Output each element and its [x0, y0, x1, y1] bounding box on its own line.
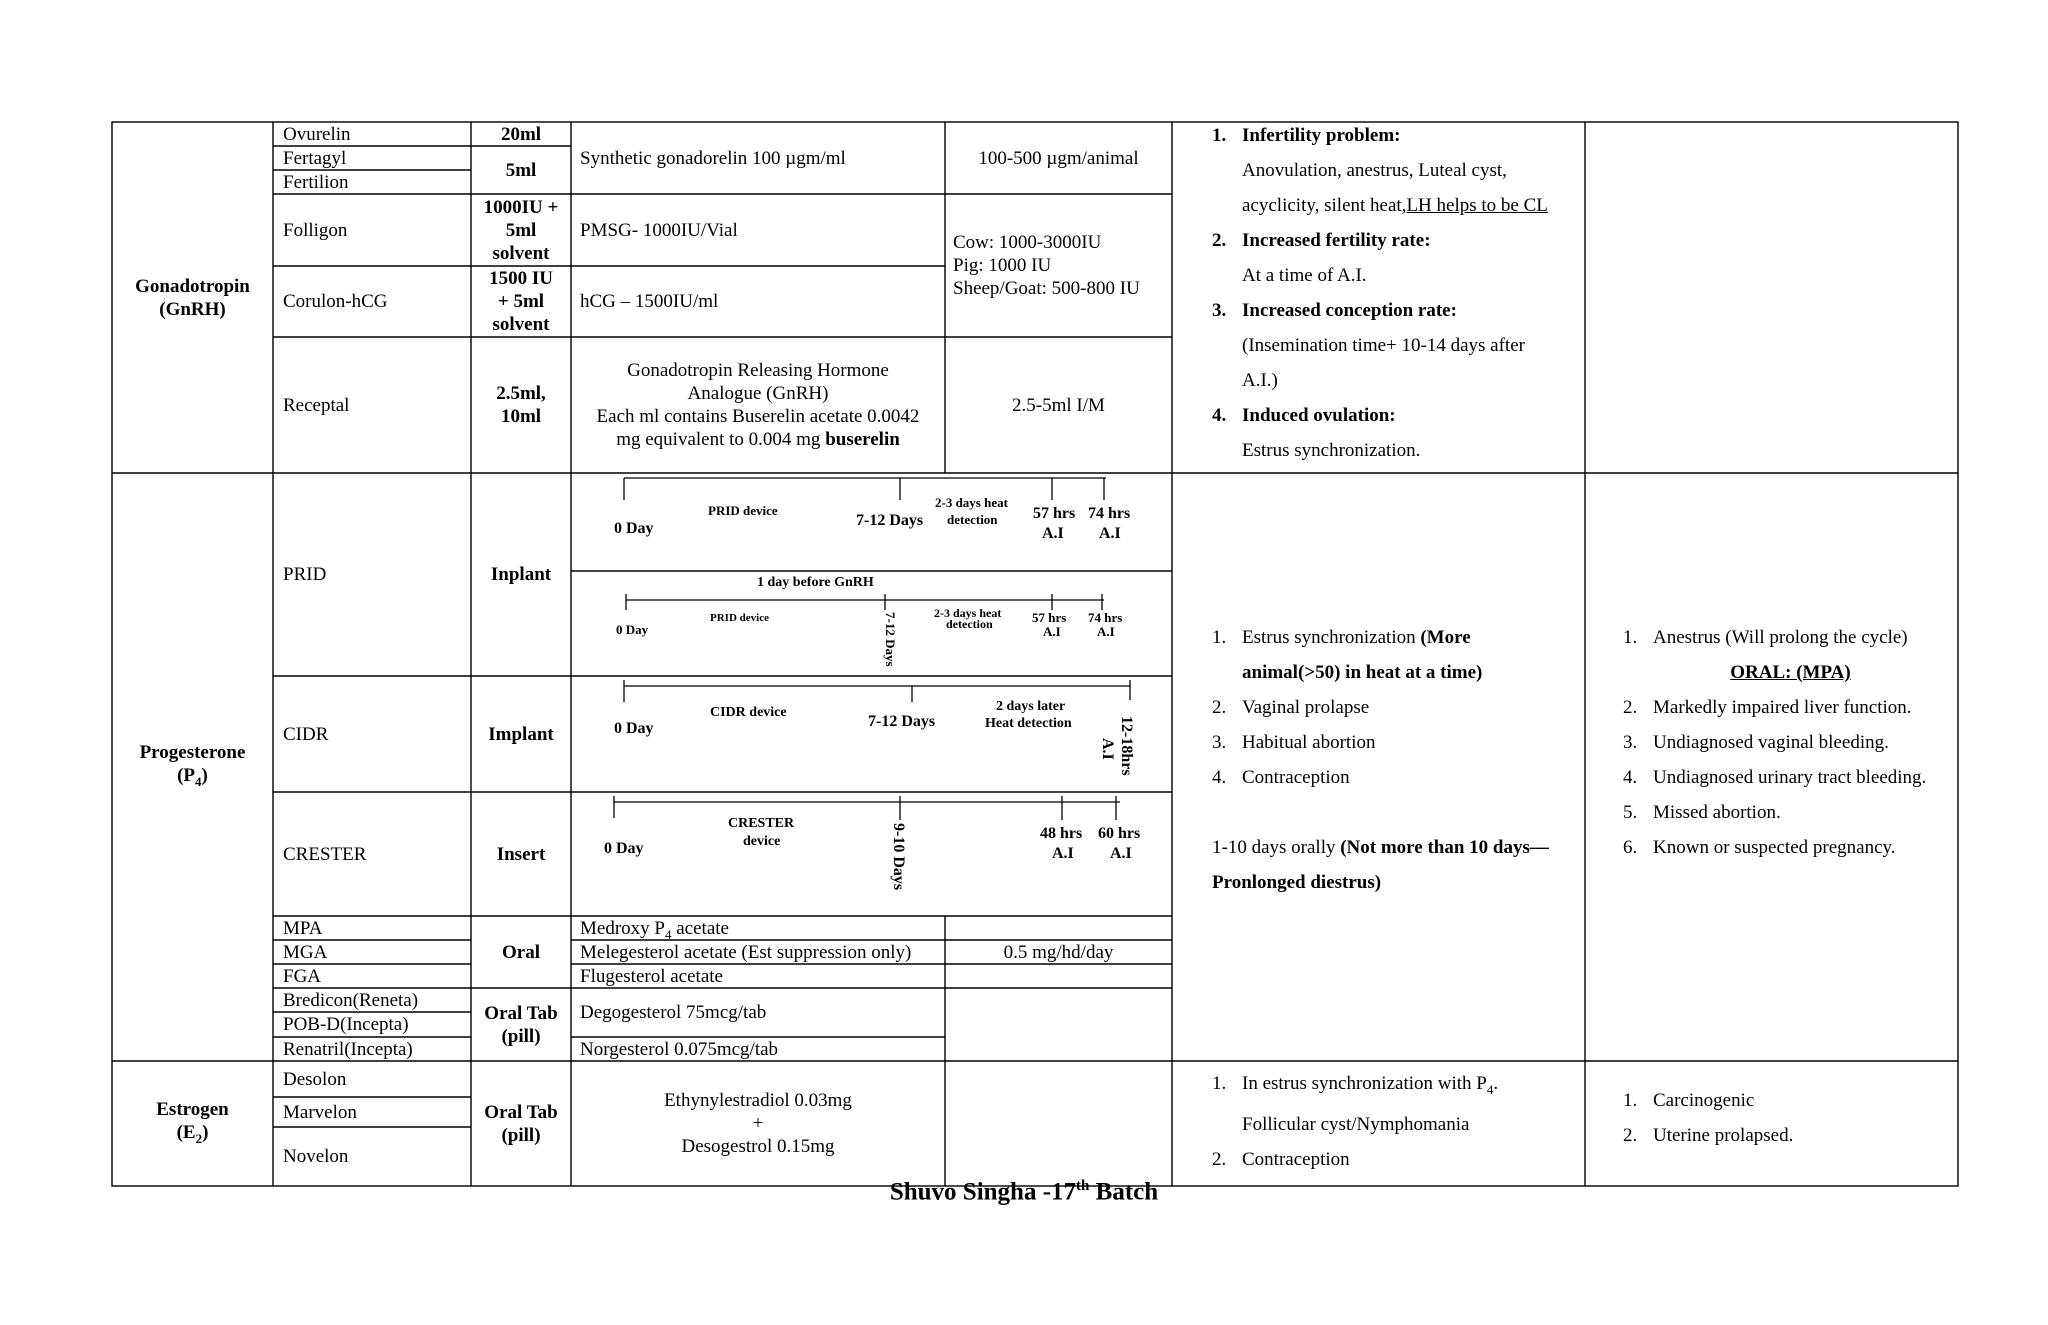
list-number: 6. [1623, 837, 1638, 858]
diagram-label: 1 day before GnRH [757, 575, 874, 590]
estrogen-label: Estrogen [156, 1098, 229, 1120]
diagram-label: CRESTER [728, 816, 795, 831]
list-text: Undiagnosed vaginal bleeding. [1653, 732, 1889, 753]
drug-name: Marvelon [283, 1101, 357, 1123]
comp-text: acetate [671, 918, 729, 939]
comp-line: Ethynylestradiol 0.03mg [664, 1090, 852, 1111]
diagram-label: 9-10 Days [890, 823, 907, 891]
label-text: ) [202, 1121, 209, 1143]
list-text: (Insemination time+ 10-14 days after [1242, 335, 1525, 356]
list-item [1212, 1066, 1582, 1107]
list-item [1212, 725, 1582, 760]
diagram-label: 0 Day [614, 520, 654, 537]
comp-line: Analogue (GnRH) [687, 383, 829, 404]
drug-name: Folligon [283, 219, 348, 241]
list-text: Missed abortion. [1653, 802, 1781, 823]
drug-name: MGA [283, 942, 328, 963]
drug-rate: 100-500 µgm/animal [978, 147, 1139, 169]
drug-composition: PMSG- 1000IU/Vial [580, 219, 738, 241]
label-text: ) [201, 765, 208, 787]
diagram-label: 2-3 days heat [934, 606, 1002, 620]
drug-dose: 20ml [500, 124, 542, 145]
estrogen-uses-list [1212, 1066, 1582, 1177]
rate-line: Sheep/Goat: 500-800 IU [953, 278, 1140, 299]
dose-line: 2.5ml, [496, 383, 546, 404]
list-item [1623, 1118, 1958, 1153]
drug-form [471, 1061, 571, 1186]
list-number: 4. [1212, 767, 1227, 788]
estrogen-group-label [112, 1061, 273, 1186]
comp-bold: buserelin [825, 429, 900, 450]
drug-name: Fertilion [283, 172, 349, 193]
list-item [1623, 760, 1958, 795]
drug-name: POB-D(Incepta) [283, 1014, 409, 1035]
rate-line: Pig: 1000 IU [953, 255, 1052, 276]
diagram-label: PRID device [710, 612, 769, 624]
drug-rate: 2.5-5ml I/M [1012, 394, 1105, 416]
drug-form: Oral [502, 941, 540, 963]
diagram-label: 48 hrs [1040, 825, 1083, 842]
list-item [1212, 690, 1582, 725]
dose-line: 1000IU + [483, 196, 559, 218]
list-text: Known or suspected pregnancy. [1653, 837, 1896, 858]
list-item [1623, 725, 1958, 760]
diagram-label: 7-12 Days [856, 512, 924, 529]
list-sub: 4 [1486, 1081, 1494, 1097]
footer-text: Batch [1089, 1178, 1159, 1206]
diagram-label: A.I [1110, 845, 1132, 862]
form-line: (pill) [501, 1124, 541, 1146]
drug-name: FGA [283, 966, 322, 987]
note-text: 1-10 days orally [1212, 837, 1341, 858]
list-number: 2. [1212, 1148, 1227, 1170]
list-number: 3. [1212, 300, 1227, 321]
author-footer [0, 1178, 2048, 1206]
diagram-label: A.I [1042, 525, 1064, 542]
drug-name: Receptal [283, 394, 350, 416]
rate-line: Cow: 1000-3000IU [953, 232, 1102, 253]
form-line: Oral Tab [484, 1002, 558, 1024]
diagram-label: 2 days later [996, 699, 1066, 714]
form-line: (pill) [501, 1025, 541, 1047]
list-number: 1. [1212, 125, 1227, 146]
footer-text: Shuvo Singha -17 [889, 1178, 1077, 1206]
list-text: . [1493, 1073, 1499, 1094]
drug-name: Ovurelin [283, 124, 351, 145]
drug-form: Implant [488, 723, 554, 745]
list-number: 1. [1623, 1090, 1638, 1111]
list-item [1212, 620, 1582, 655]
list-text: Vaginal prolapse [1242, 697, 1370, 718]
list-text: Habitual abortion [1242, 732, 1376, 753]
diagram-label: 0 Day [604, 840, 644, 857]
prog-contra-list [1623, 620, 1958, 865]
oral-note [1212, 830, 1582, 865]
list-text: At a time of A.I. [1242, 265, 1367, 286]
dose-line: solvent [492, 314, 550, 335]
list-number: 1. [1212, 627, 1227, 648]
comp-line: + [752, 1113, 764, 1134]
heading-text: ORAL: (MPA) [1730, 662, 1851, 683]
comp-sub: 4 [664, 926, 672, 942]
diagram-label: 2-3 days heat [935, 495, 1008, 510]
diagram-label: A.I [1099, 738, 1116, 760]
prog-uses-list [1212, 620, 1582, 900]
list-number: 3. [1212, 732, 1227, 753]
list-text: Carcinogenic [1653, 1090, 1755, 1111]
list-title: Infertility problem: [1242, 125, 1401, 146]
diagram-label: CIDR device [710, 705, 787, 720]
diagram-label: device [743, 834, 781, 849]
list-bold: (More [1420, 627, 1471, 648]
drug-name: CIDR [283, 723, 329, 745]
list-text: Estrus synchronization [1242, 627, 1421, 648]
list-title: Increased fertility rate: [1242, 230, 1431, 251]
list-number: 5. [1623, 802, 1638, 823]
list-number: 2. [1212, 697, 1227, 718]
drug-name: Desolon [283, 1068, 347, 1090]
diagram-label: 60 hrs [1098, 825, 1141, 842]
diagram-label: 12-18hrs [1118, 716, 1135, 776]
comp-line: Gonadotropin Releasing Hormone [627, 360, 889, 381]
dose-line: + 5ml [497, 291, 545, 312]
diagram-label: A.I [1099, 525, 1121, 542]
list-title: Increased conception rate: [1242, 300, 1457, 321]
list-item [1623, 620, 1958, 655]
diagram-label: 74 hrs [1088, 610, 1123, 625]
dose-line: 1500 IU [489, 268, 553, 289]
drug-form: Inplant [490, 564, 552, 585]
list-number: 4. [1623, 767, 1638, 788]
drug-name: CRESTER [283, 843, 367, 865]
footer-sup: th [1076, 1178, 1090, 1194]
drug-rate: 0.5 mg/hd/day [1003, 942, 1114, 963]
list-number: 3. [1623, 732, 1638, 753]
oral-note: Pronlonged diestrus) [1212, 872, 1382, 893]
drug-form [471, 988, 571, 1061]
estrogen-contra-list [1623, 1083, 1958, 1153]
list-text: Estrus synchronization. [1242, 440, 1421, 461]
list-bold: animal(>50) in heat at a time) [1242, 662, 1483, 683]
gnrh-label-abbr: (GnRH) [159, 298, 226, 320]
label-sub: 2 [195, 1130, 203, 1146]
label-sub: 4 [195, 773, 202, 789]
comp-text: Medroxy P [580, 918, 665, 939]
drug-composition: Synthetic gonadorelin 100 µgm/ml [580, 147, 846, 169]
list-text: Markedly impaired liver function. [1653, 697, 1912, 718]
list-text: Contraception [1242, 767, 1350, 788]
dose-line: 10ml [500, 406, 542, 427]
diagram-label: detection [946, 617, 993, 631]
list-underline: LH helps to be CL [1406, 195, 1548, 216]
gnrh-label: Gonadotropin [135, 275, 250, 297]
list-text: Anestrus (Will prolong the cycle) [1653, 627, 1908, 648]
list-number: 2. [1212, 230, 1227, 251]
list-item [1623, 830, 1958, 865]
label-text: (P [177, 765, 196, 787]
diagram-label: PRID device [708, 503, 778, 518]
diagram-label: 7-12 Days [883, 612, 898, 667]
drug-dose: 5ml [505, 159, 537, 181]
label-text: (E [176, 1121, 196, 1143]
list-number: 4. [1212, 405, 1227, 426]
list-number: 1. [1623, 627, 1638, 648]
diagram-label: 0 Day [616, 622, 649, 637]
dose-line: 5ml [505, 219, 537, 241]
diagram-label: 7-12 Days [868, 713, 936, 730]
drug-form: Insert [496, 843, 546, 865]
list-title: Induced ovulation: [1242, 405, 1396, 426]
diagram-label: A.I [1052, 845, 1074, 862]
drug-name: PRID [283, 564, 327, 585]
list-text: acyclicity, silent heat, [1242, 195, 1407, 216]
note-bold: (Not more than 10 days— [1340, 837, 1549, 858]
comp-line: Each ml contains Buserelin acetate 0.0042 [596, 406, 920, 427]
drug-name: Bredicon(Reneta) [283, 990, 419, 1011]
list-number: 2. [1623, 697, 1638, 718]
list-item [1212, 760, 1582, 795]
list-text: Follicular cyst/Nymphomania [1242, 1113, 1470, 1135]
diagram-label: Heat detection [985, 716, 1072, 731]
drug-composition: Degogesterol 75mcg/tab [580, 1002, 767, 1023]
diagram-label: 57 hrs [1033, 505, 1076, 522]
list-item [1623, 690, 1958, 725]
list-item [1212, 1107, 1582, 1142]
drug-name: MPA [283, 918, 323, 939]
drug-composition: hCG – 1500IU/ml [580, 291, 719, 312]
drug-composition: Flugesterol acetate [580, 966, 723, 987]
prog-label: Progesterone [139, 742, 246, 764]
diagram-label: 74 hrs [1088, 505, 1131, 522]
list-text: Undiagnosed urinary tract bleeding. [1653, 767, 1927, 788]
drug-composition: Melegesterol acetate (Est suppression only) [580, 942, 912, 963]
list-number: 1. [1212, 1073, 1227, 1094]
list-text: Anovulation, anestrus, Luteal cyst, [1242, 160, 1507, 181]
list-number: 2. [1623, 1125, 1638, 1146]
diagram-label: A.I [1043, 624, 1061, 639]
diagram-label: A.I [1097, 624, 1115, 639]
comp-text: mg equivalent to 0.004 mg [616, 429, 826, 450]
list-item [1212, 655, 1582, 690]
drug-name: Novelon [283, 1146, 349, 1167]
drug-name: Corulon-hCG [283, 291, 388, 312]
diagram-label: 0 Day [614, 720, 654, 737]
drug-name: Fertagyl [283, 148, 347, 169]
list-item [1623, 795, 1958, 830]
diagram-label: detection [947, 512, 998, 527]
estrogen-label-abbr [177, 1121, 209, 1150]
list-text: Contraception [1242, 1148, 1350, 1170]
form-line: Oral Tab [484, 1101, 558, 1123]
list-text: In estrus synchronization with P [1242, 1073, 1487, 1094]
diagram-label: 57 hrs [1032, 610, 1067, 625]
comp-line: Desogestrol 0.15mg [681, 1136, 835, 1157]
drug-composition: Norgesterol 0.075mcg/tab [580, 1039, 779, 1060]
list-heading [1623, 655, 1958, 690]
drug-name: Renatril(Incepta) [283, 1039, 413, 1060]
list-item [1623, 1083, 1958, 1118]
list-text: A.I.) [1242, 370, 1278, 391]
list-item [1212, 1142, 1582, 1177]
list-text: Uterine prolapsed. [1653, 1125, 1794, 1146]
drug-composition [571, 1061, 945, 1186]
dose-line: solvent [492, 242, 550, 264]
